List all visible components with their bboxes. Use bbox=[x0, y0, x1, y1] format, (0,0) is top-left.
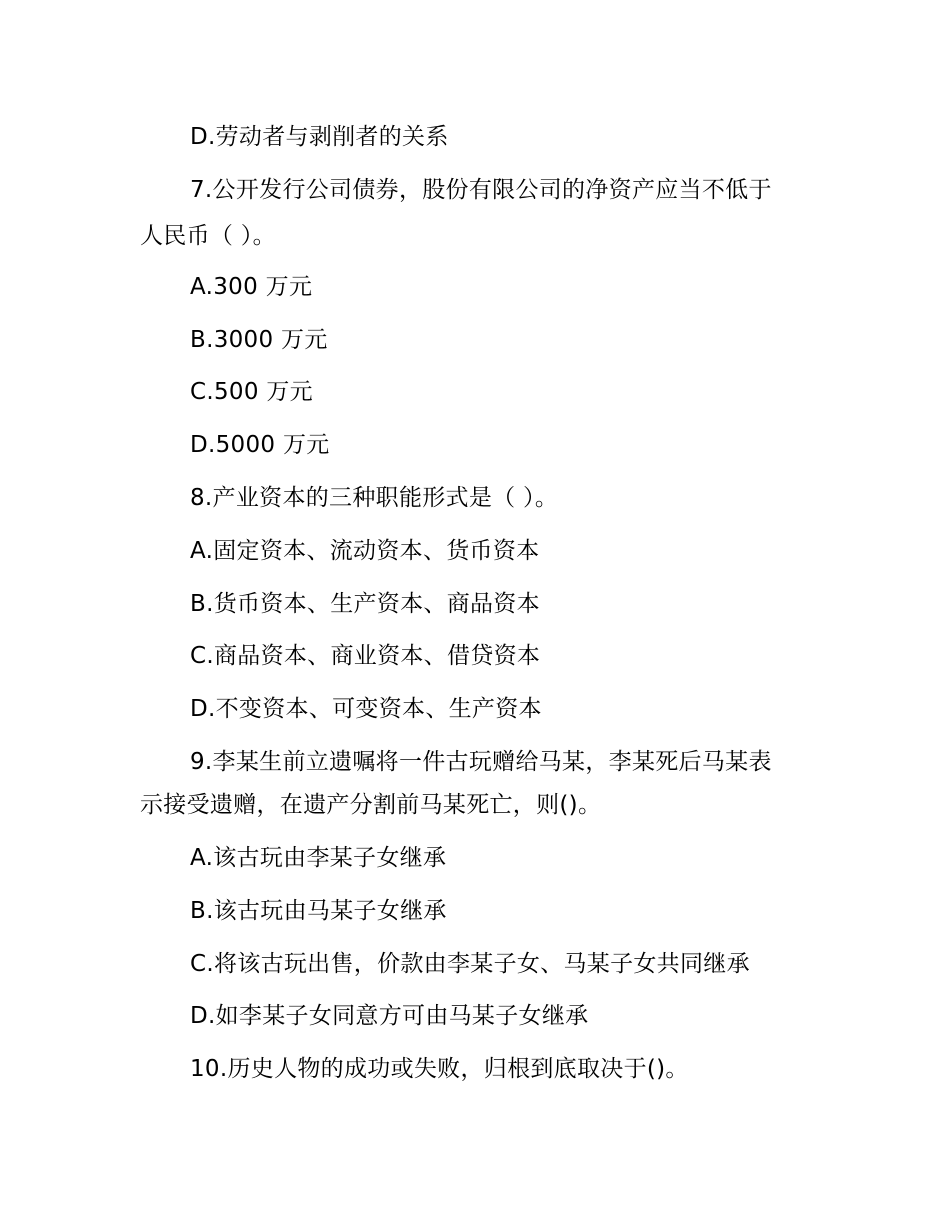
option-line: C.500 万元 bbox=[190, 379, 313, 405]
question-9-line-1: 9.李某生前立遗嘱将一件古玩赠给马某，李某死后马某表 bbox=[190, 749, 772, 775]
option-line: B.该古玩由马某子女继承 bbox=[190, 898, 447, 924]
option-line: B.货币资本、生产资本、商品资本 bbox=[190, 591, 540, 617]
question-10-line: 10.历史人物的成功或失败，归根到底取决于()。 bbox=[190, 1056, 689, 1082]
option-line: C.商品资本、商业资本、借贷资本 bbox=[190, 643, 541, 669]
option-line: D.5000 万元 bbox=[190, 432, 330, 458]
question-7-line-1: 7.公开发行公司债券，股份有限公司的净资产应当不低于 bbox=[190, 177, 772, 203]
option-line: A.300 万元 bbox=[190, 274, 313, 300]
question-7-line-2: 人民币（ ）。 bbox=[140, 223, 276, 249]
option-line: D.劳动者与剥削者的关系 bbox=[190, 124, 449, 150]
option-line: C.将该古玩出售，价款由李某子女、马某子女共同继承 bbox=[190, 951, 750, 977]
option-line: A.固定资本、流动资本、货币资本 bbox=[190, 538, 540, 564]
option-line: D.不变资本、可变资本、生产资本 bbox=[190, 696, 542, 722]
option-line: B.3000 万元 bbox=[190, 327, 328, 353]
question-9-line-2: 示接受遗赠，在遗产分割前马某死亡，则()。 bbox=[140, 792, 602, 818]
question-8-line: 8.产业资本的三种职能形式是（ ）。 bbox=[190, 485, 559, 511]
option-line: A.该古玩由李某子女继承 bbox=[190, 845, 447, 871]
option-line: D.如李某子女同意方可由马某子女继承 bbox=[190, 1003, 589, 1029]
